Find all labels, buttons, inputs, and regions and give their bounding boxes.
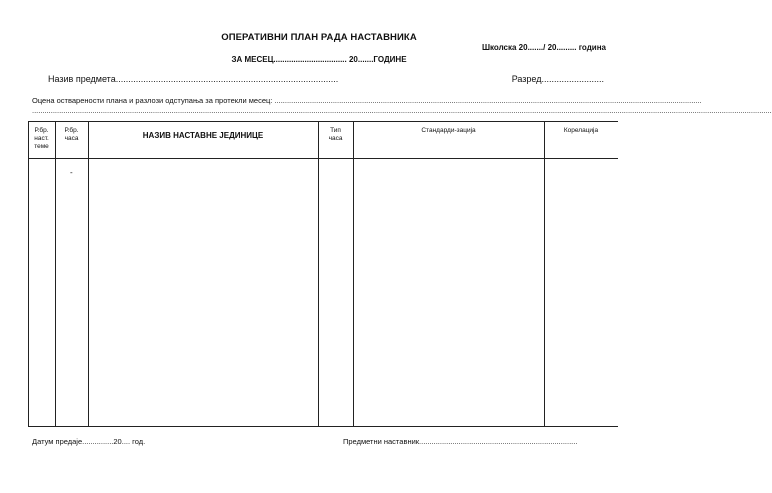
assessment-continuation-line: ................................................................................................................................................................................................................................................................................................................................................................... — [32, 106, 772, 115]
subject-teacher-field: Предметни наставник............................................................................ — [343, 437, 578, 446]
plan-assessment-field: Оцена остварености плана и разлози одступања за протекли месец: ............................................................................................................................................................................................................. — [32, 96, 702, 105]
header-unit-name: НАЗИВ НАСТАВНЕ ЈЕДИНИЦЕ — [142, 131, 264, 140]
col-divider-4 — [353, 122, 354, 426]
col-divider-2 — [88, 122, 89, 426]
header-topic-number: Р.бр. наст. теме — [34, 127, 49, 150]
plan-table — [28, 121, 618, 427]
header-correlation: Корелација — [563, 127, 599, 134]
grade-field: Разред......................... — [511, 74, 604, 84]
header-lesson-number: Р.бр. часа — [64, 127, 79, 142]
col-divider-5 — [544, 122, 545, 426]
school-year-field: Школска 20......./ 20......... година — [481, 43, 606, 52]
col-divider-1 — [55, 122, 56, 426]
header-separator — [28, 158, 618, 159]
subject-name-field: Назив предмета......................................................................................... — [48, 74, 339, 84]
first-row-mark: - — [70, 168, 73, 177]
page-title: ОПЕРАТИВНИ ПЛАН РАДА НАСТАВНИКА — [221, 32, 417, 43]
table-border-left — [28, 122, 29, 426]
month-year-line: ЗА МЕСЕЦ................................. 20.......ГОДИНЕ — [231, 55, 407, 64]
col-divider-3 — [318, 122, 319, 426]
header-standards: Стандарди-зација — [421, 127, 476, 134]
header-lesson-type: Тип часа — [328, 127, 343, 142]
submission-date-field: Датум предаје...............20.... год. — [32, 437, 146, 446]
